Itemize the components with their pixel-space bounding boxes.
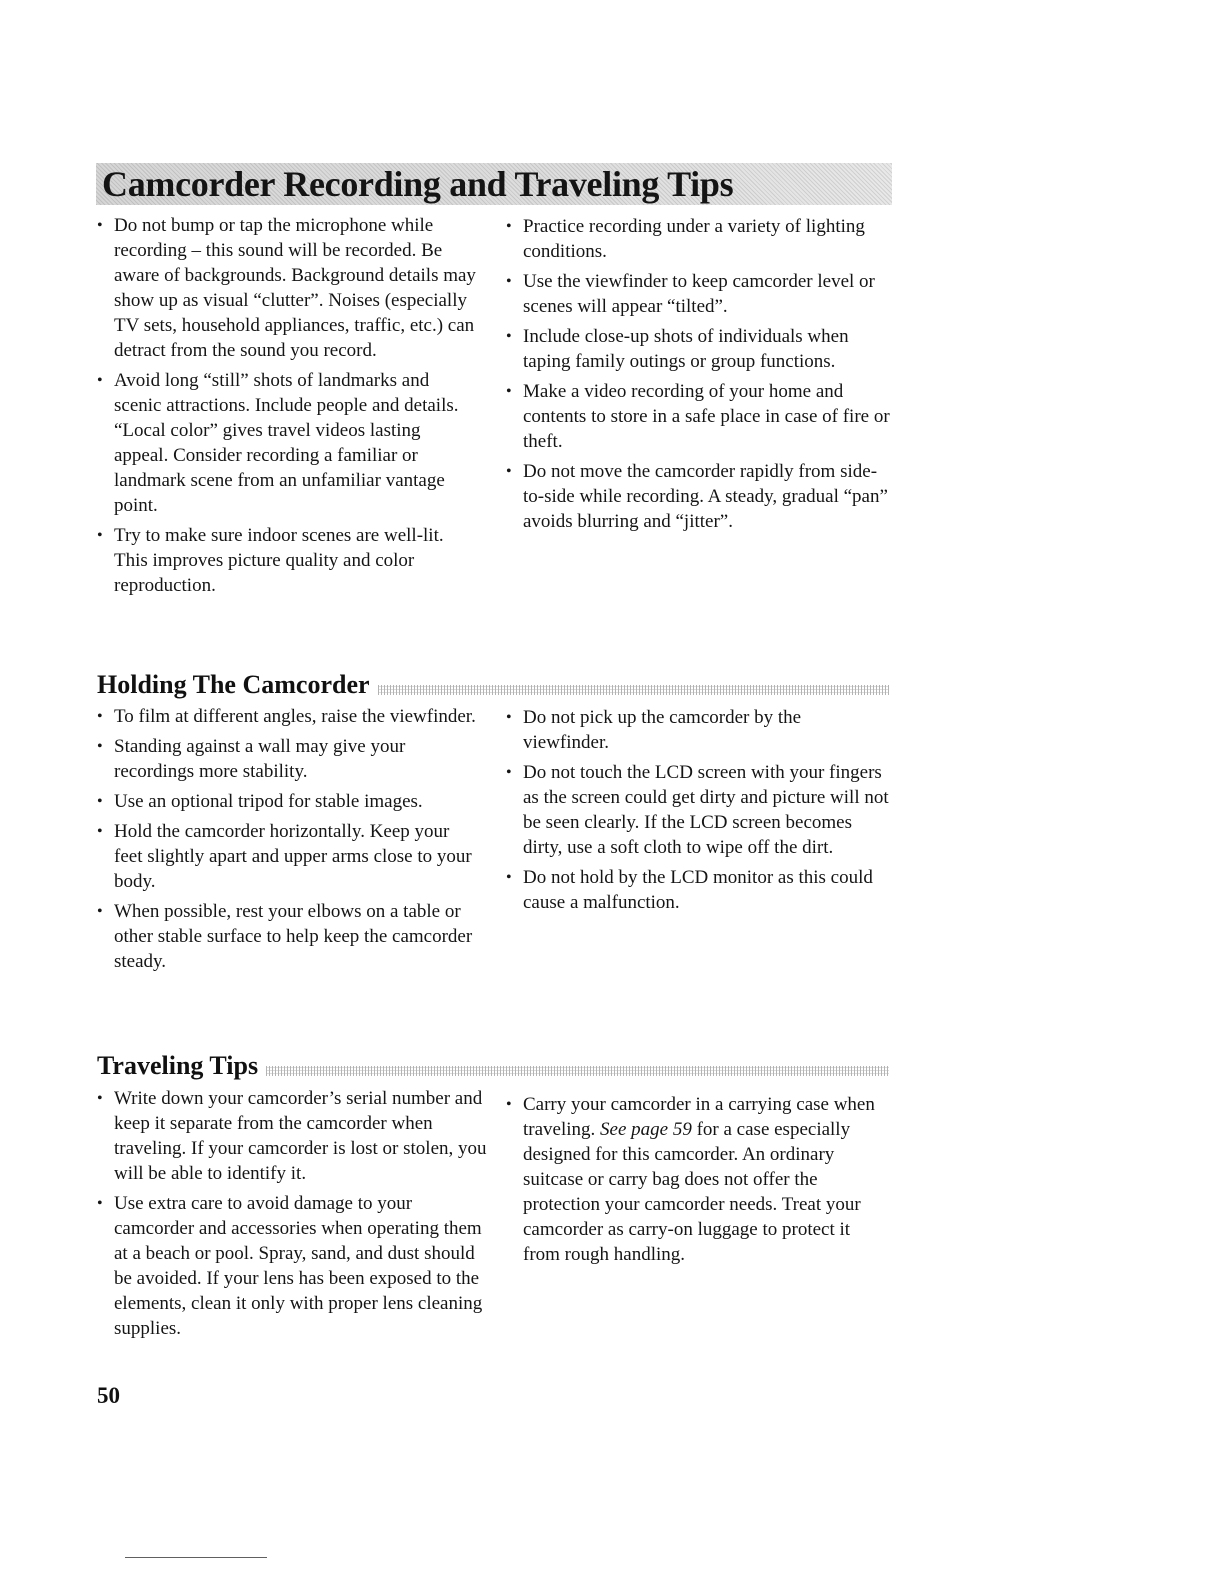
list-item — [506, 1092, 891, 1267]
bottom-divider — [125, 1557, 267, 1558]
holding-right-column — [506, 705, 891, 920]
list-item: • Write down your camcorder’s serial number and keep it separate from the camcorder when traveling. If your camcorder is lost or stolen, you will be able to identify it. — [97, 1086, 495, 1186]
intro-right-column — [506, 214, 891, 539]
intro-right-list — [506, 214, 891, 534]
traveling-right-list — [506, 1092, 891, 1267]
list-item: • When possible, rest your elbows on a table or other stable surface to help keep the camcorder steady. — [97, 899, 482, 974]
intro-left-list — [97, 213, 477, 598]
holding-section-header — [97, 666, 889, 700]
list-item: • To film at different angles, raise the viewfinder. — [97, 704, 482, 729]
list-item: • Include close-up shots of individuals when taping family outings or group functions. — [506, 324, 891, 374]
page-title: Camcorder Recording and Traveling Tips — [102, 164, 734, 204]
list-item: • Do not pick up the camcorder by the viewfinder. — [506, 705, 891, 755]
list-item: • Do not bump or tap the microphone while recording – this sound will be recorded. Be aware of backgrounds. Background details may show up as visual “clutter”. Noises (especially TV sets, household appliances, traffic, etc.) can detract from the sound you record. — [97, 213, 477, 363]
list-item: • Practice recording under a variety of lighting conditions. — [506, 214, 891, 264]
traveling-section-header — [97, 1047, 889, 1081]
list-item: • Do not move the camcorder rapidly from side-to-side while recording. A steady, gradual “pan” avoids blurring and “jitter”. — [506, 459, 891, 534]
carry-case-text-end: for a case especially designed for this camcorder. An ordinary suitcase or carry bag does not offer the protection your camcorder needs. Treat your camcorder as carry-on luggage to protect it from rough handling. — [523, 1119, 861, 1265]
list-item: • Use an optional tripod for stable images. — [97, 789, 482, 814]
list-item: • Standing against a wall may give your recordings more stability. — [97, 734, 482, 784]
traveling-left-column — [97, 1086, 495, 1346]
page-number: 50 — [97, 1383, 120, 1408]
holding-left-list — [97, 704, 482, 974]
traveling-left-list — [97, 1086, 495, 1341]
traveling-right-column — [506, 1092, 891, 1272]
traveling-dotted-rule — [266, 1066, 889, 1076]
list-item: • Do not hold by the LCD monitor as this could cause a malfunction. — [506, 865, 891, 915]
list-item: • Do not touch the LCD screen with your fingers as the screen could get dirty and picture will not be seen clearly. If the LCD screen becomes dirty, use a soft cloth to wipe off the dirt. — [506, 760, 891, 860]
list-item: • Try to make sure indoor scenes are well-lit. This improves picture quality and color reproduction. — [97, 523, 477, 598]
list-item: • Hold the camcorder horizontally. Keep your feet slightly apart and upper arms close to your body. — [97, 819, 482, 894]
title-banner — [96, 163, 892, 205]
list-item: • Make a video recording of your home and contents to store in a safe place in case of fire or theft. — [506, 379, 891, 454]
carry-case-text-start: Carry your camcorder in a carrying case when traveling. — [523, 1094, 875, 1140]
list-item: • Avoid long “still” shots of landmarks and scenic attractions. Include people and details. “Local color” gives travel videos lasting appeal. Consider recording a familiar or landmark scene from an unfamiliar vantage point. — [97, 368, 477, 518]
traveling-heading: Traveling Tips — [97, 1051, 259, 1080]
holding-right-list — [506, 705, 891, 915]
intro-left-column — [97, 213, 477, 603]
page-reference: See page 59 — [600, 1119, 692, 1140]
holding-left-column — [97, 704, 482, 979]
list-item: • Use extra care to avoid damage to your camcorder and accessories when operating them at a beach or pool. Spray, sand, and dust should be avoided. If your lens has been exposed to the elements, clean it only with proper lens cleaning supplies. — [97, 1191, 495, 1341]
list-item: • Use the viewfinder to keep camcorder level or scenes will appear “tilted”. — [506, 269, 891, 319]
holding-dotted-rule — [378, 685, 889, 695]
holding-heading: Holding The Camcorder — [97, 670, 370, 699]
